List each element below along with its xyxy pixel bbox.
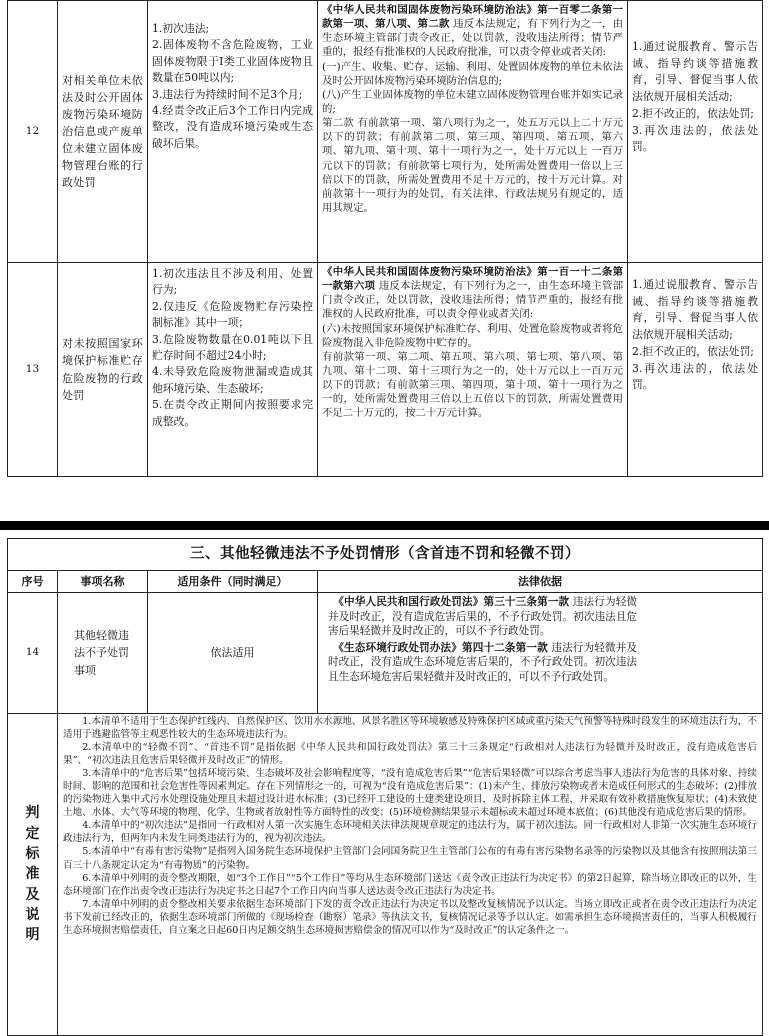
- condition-line: 3.危险废物数量在0.01吨以下且贮存时间不超过24小时;: [152, 332, 313, 363]
- item-name: 对相关单位未依法及时公开固体废物污染环境防治信息或产废单位未建立固体废物管理台账的行政处罚: [58, 1, 148, 263]
- law-citation: 《中华人民共和国固体废物污染环境防治法》第一百一十二条第一款第六项: [322, 266, 623, 293]
- notes-cell: [58, 714, 763, 1036]
- legal-basis-cell: [318, 263, 628, 477]
- row-number: 12: [8, 1, 58, 263]
- side-label-text: 判定标准及说明: [25, 805, 40, 944]
- section3-table: [7, 538, 763, 1036]
- law-text: 违法行为轻微并及时改正，没有造成危害后果的，不予行政处罚。初次违法且危害后果轻微并及时改正的，可以不予行政处罚。: [328, 596, 638, 638]
- side-label: [8, 714, 58, 1036]
- law-paragraph: (八)产生工业固体废物的单位未建立固体废物管理台账并如实记录的;: [322, 88, 623, 115]
- note-paragraph: 6.本清单中列明的责令整改期限，如“3个工作日”“5个工作日”等均从生态环境部门送达《责令改正违法行为决定书》的第2日起算，除当场立即改正的以外，生态环境部门在作出责令改正违法行为决定书之日起7个工作日内向当事人送达责令改正违法行为决定书。: [63, 872, 758, 897]
- law-citation: 《中华人民共和国固体废物污染环境防治法》第一百零二条第一款第一项、第八项、第二款: [322, 4, 623, 31]
- note-paragraph: 4.本清单中的“初次违法”是指同一行政相对人第一次实施生态环境相关法律法规规章规定的违法行为，属于初次违法。同一行政相对人非第一次实施生态环境行政违法行为，但两年内未发生同类违法行为的，视为初次违法。: [63, 820, 758, 845]
- measures-cell: [628, 1, 763, 263]
- condition-line: 2.固体废物不含危险废物，工业固体废物限于Ⅰ类工业固体废物且数量在50吨以内;: [152, 38, 313, 85]
- row-number: 14: [8, 593, 58, 714]
- note-paragraph: 3.本清单中的“危害后果”包括环境污染、生态破坏及社会影响程度等，“没有造成危害后果”“危害后果轻微”可以综合考虑当事人违法行为危害的具体对象、持续时间、影响的范围和社会危害性等因素判定。存在下列情形之一的，可视为“没有造成危害后果”：(1)未产生、排放污染物或者未造成任何形式的生态破坏；(2)排放的污染物进入集中式污水处理设施处理且未超过设计进水标准；(3)已经开工建设的土建类建设项目，及时拆除主体工程，并采取有效补救措施恢复原状；(4)未致使土地、水体、大气等环境的物理、化学、生物或者放射性等方面特性的改变；(5)环境检测结果显示未超标或未超过环境本底值；(6)其他没有造成危害后果的情形。: [63, 768, 758, 819]
- law-paragraph: 有前款第一项、第二项、第五项、第六项、第七项、第八项、第九项、第十二项、第十三项行为之一的，处十万元以上一百万元以下的罚款；有前款第三项、第四项、第十项、第十一项行为之一的，处所需处置费用三倍以上五倍以下的罚款，所需处置费用不足二十万元的，按二十万元计算。: [322, 350, 623, 420]
- section-title-row: [8, 539, 763, 571]
- row-number: 13: [8, 263, 58, 477]
- note-paragraph: 1.本清单不适用于生态保护红线内、自然保护区、饮用水水源地、风景名胜区等环境敏感及特殊保护区域或重污染天气预警等特殊时段发生的环境违法行为，不适用于逃避监管等主观恶性较大的生态环境违法行为。: [63, 716, 758, 741]
- condition-line: 3.违法行为持续时间不足3个月;: [152, 87, 303, 101]
- measure-line: 1.通过说服教育、警示告诫、指导约谈等措施教育，引导、督促当事人依法依规开展相关活动;: [632, 40, 758, 104]
- condition-line: 1.初次违法;: [152, 22, 210, 35]
- measure-line: 2.拒不改正的，依法处罚;: [632, 106, 754, 120]
- note-paragraph: 5.本清单中“有毒有害污染物”是指列入国务院生态环境保护主管部门会同国务院卫生主管部门公布的有毒有害污染物名录等的污染物以及其他含有按照刑法第三百三十八条规定认定为“有毒物质”的污染物。: [63, 846, 758, 871]
- violations-table-part2: [7, 0, 763, 477]
- law-paragraph: (一)产生、收集、贮存、运输、利用、处置固体废物的单位未依法及时公开固体废物污染环境防治信息的;: [322, 60, 623, 87]
- condition: 依法适用: [148, 593, 318, 714]
- table-row: [8, 1, 763, 263]
- measures-cell: [628, 263, 763, 477]
- legal-basis-cell: [318, 593, 763, 714]
- law-text: 违反本法规定，有下列行为之一，由生态环境主管部门责令改正，处以罚款，没收违法所得；情节严重的，报经有批准权的人民政府批准，可以责令停业或者关闭:: [322, 18, 624, 59]
- law-citation: 《生态环境行政处罚办法》第四十二条第一款: [333, 641, 548, 654]
- header-num: 序号: [8, 571, 58, 593]
- condition-line: 2.仅违反《危险废物贮存污染控制标准》其中一项；: [152, 299, 313, 330]
- law-paragraph: 第二款 有前款第一项、第八项行为之一，处五万元以上二十万元以下的罚款；有前款第二项、第三项、第四项、第五项、第六项、第九项、第十项、第十一项行为之一，处十万元以上 一百万元以下的罚款；有前款第七项行为，处所需处置费用一倍以上三倍以下的罚款，所需处置费用不足十万元的，按十万元计算。对前款第十一项行为的处罚，有关法律、行政法规另有规定的，适用其规定。: [322, 117, 623, 214]
- item-name: 对未按照国家环境保护标准贮存危险废物的行政处罚: [58, 263, 148, 477]
- note-paragraph: 2.本清单中的“轻微不罚”、“首违不罚”是指依据《中华人民共和国行政处罚法》第三十三条规定“行政相对人违法行为轻微并及时改正，没有造成危害后果”、“初次违法且危害后果轻微并及时改正”的情形。: [63, 742, 758, 767]
- item-name: 其他轻微违法不予处罚事项: [58, 593, 148, 714]
- measure-line: 1.通过说服教育、警示告诫、指导约谈等措施教育，引导、督促当事人依法依规开展相关活动;: [632, 278, 758, 342]
- legal-basis-cell: [318, 1, 628, 263]
- note-paragraph: 7.本清单中列明的责令整改相关要求依据生态环境部门下发的责令改正违法行为决定书以及整改复核情况予以认定。当场立即改正或者在责令改正违法行为决定书下发前已经改正的，依据生态环境部门所做的《现场检查（勘察）笔录》等执法文书，复核情况记录等予以认定。如需承担生态环境损害责任的，当事人积极履行生态环境损害赔偿责任，自立案之日起60日内足额交纳生态环境损害赔偿金的情况可以作为“及时改正”的认定条件之一。: [63, 898, 758, 936]
- header-row: [8, 571, 763, 593]
- measure-line: 2.拒不改正的，依法处罚;: [632, 344, 754, 358]
- condition-line: 4.未导致危险废物泄漏或造成其他环境污染、生态破坏;: [152, 365, 313, 395]
- law-paragraph: (六)未按照国家环境保护标准贮存、利用、处置危险废物或者将危险废物混入非危险废物中贮存的。: [322, 322, 623, 349]
- page-separator: [0, 521, 769, 530]
- condition-line: 5.在责令改正期间内按照要求完成整改。: [152, 398, 313, 428]
- law-citation: 《中华人民共和国行政处罚法》第三十三条第一款: [333, 596, 570, 608]
- table-row: [8, 263, 763, 477]
- notes-row: [8, 714, 763, 1036]
- law-text: 违反本法规定，有下列行为之一，由生态环境主管部门责令改正，处以罚款，没收违法所得；情节严重的，报经有批准权的人民政府批准，可以责令停业或者关闭:: [322, 280, 624, 321]
- condition-line: 1.初次违法且不涉及利用、处置行为;: [152, 267, 313, 297]
- measure-line: 3.再次违法的，依法处罚。: [632, 123, 758, 154]
- measure-line: 3.再次违法的，依法处罚。: [632, 361, 758, 392]
- table-row: [8, 593, 763, 714]
- section-title: 三、其他轻微违法不予处罚情形（含首违不罚和轻微不罚）: [8, 539, 763, 571]
- law-text: 违法行为轻微并及时改正，没有造成生态环境危害后果的，不予行政处罚。初次违法且生态环境危害后果轻微并及时改正的，可以不予行政处罚。: [328, 641, 638, 684]
- header-cond: 适用条件（同时满足）: [148, 571, 318, 593]
- condition-line: 4.经责令改正后3个工作日内完成整改，没有造成环境污染或生态破坏后果。: [152, 104, 313, 150]
- conditions-cell: [148, 1, 318, 263]
- conditions-cell: [148, 263, 318, 477]
- header-item: 事项名称: [58, 571, 148, 593]
- header-basis: 法律依据: [318, 571, 763, 593]
